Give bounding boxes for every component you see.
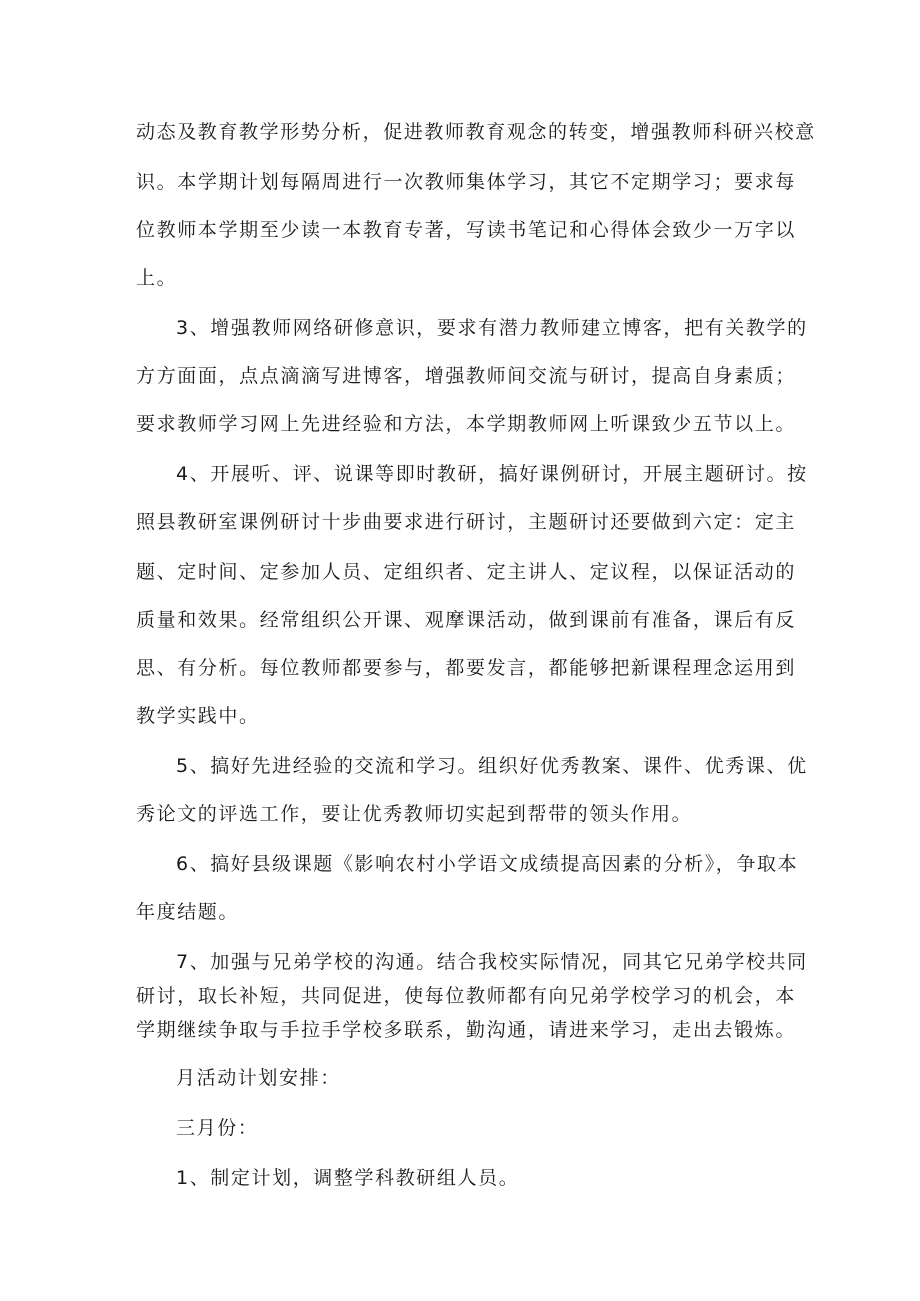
text-line: 质量和效果。经常组织公开课、观摩课活动，做到课前有准备，课后有反	[136, 609, 796, 631]
text-line: 照县教研室课例研讨十步曲要求进行研讨，主题研讨还要做到六定：定主	[136, 511, 796, 533]
text-line: 年度结题。	[136, 901, 240, 923]
text-line: 1、制定计划，调整学科教研组人员。	[176, 1167, 520, 1189]
text-line: 5、搞好先进经验的交流和学习。组织好优秀教案、课件、优秀课、优	[176, 755, 808, 777]
text-line: 位教师本学期至少读一本教育专著，写读书笔记和心得体会致少一万字以	[136, 219, 796, 241]
text-line: 教学实践中。	[136, 705, 260, 727]
text-line: 识。本学期计划每隔周进行一次教师集体学习，其它不定期学习；要求每	[136, 171, 796, 193]
text-line: 上。	[136, 267, 178, 289]
text-line: 要求教师学习网上先进经验和方法，本学期教师网上听课致少五节以上。	[136, 413, 796, 435]
text-line: 研讨，取长补短，共同促进，使每位教师都有向兄弟学校学习的机会，本	[136, 985, 796, 1007]
text-line: 方方面面，点点滴滴写进博客，增强教师间交流与研讨，提高自身素质；	[136, 365, 796, 387]
text-line: 秀论文的评选工作，要让优秀教师切实起到帮带的领头作用。	[136, 803, 693, 825]
text-line: 3、增强教师网络研修意识，要求有潜力教师建立博客，把有关教学的	[176, 317, 808, 339]
text-line: 7、加强与兄弟学校的沟通。结合我校实际情况，同其它兄弟学校共同	[176, 951, 808, 973]
text-line: 学期继续争取与手拉手学校多联系，勤沟通，请进来学习，走出去锻炼。	[136, 1019, 796, 1041]
section-heading: 月活动计划安排：	[176, 1067, 341, 1089]
text-line: 题、定时间、定参加人员、定组织者、定主讲人、定议程，以保证活动的	[136, 561, 796, 583]
text-line: 4、开展听、评、说课等即时教研，搞好课例研讨，开展主题研讨。按	[176, 463, 808, 485]
month-heading: 三月份：	[176, 1117, 259, 1139]
text-line: 动态及教育教学形势分析，促进教师教育观念的转变，增强教师科研兴校意	[136, 121, 816, 143]
text-line: 6、搞好县级课题《影响农村小学语文成绩提高因素的分析》，争取本	[176, 853, 799, 875]
text-line: 思、有分析。每位教师都要参与，都要发言，都能够把新课程理念运用到	[136, 657, 796, 679]
